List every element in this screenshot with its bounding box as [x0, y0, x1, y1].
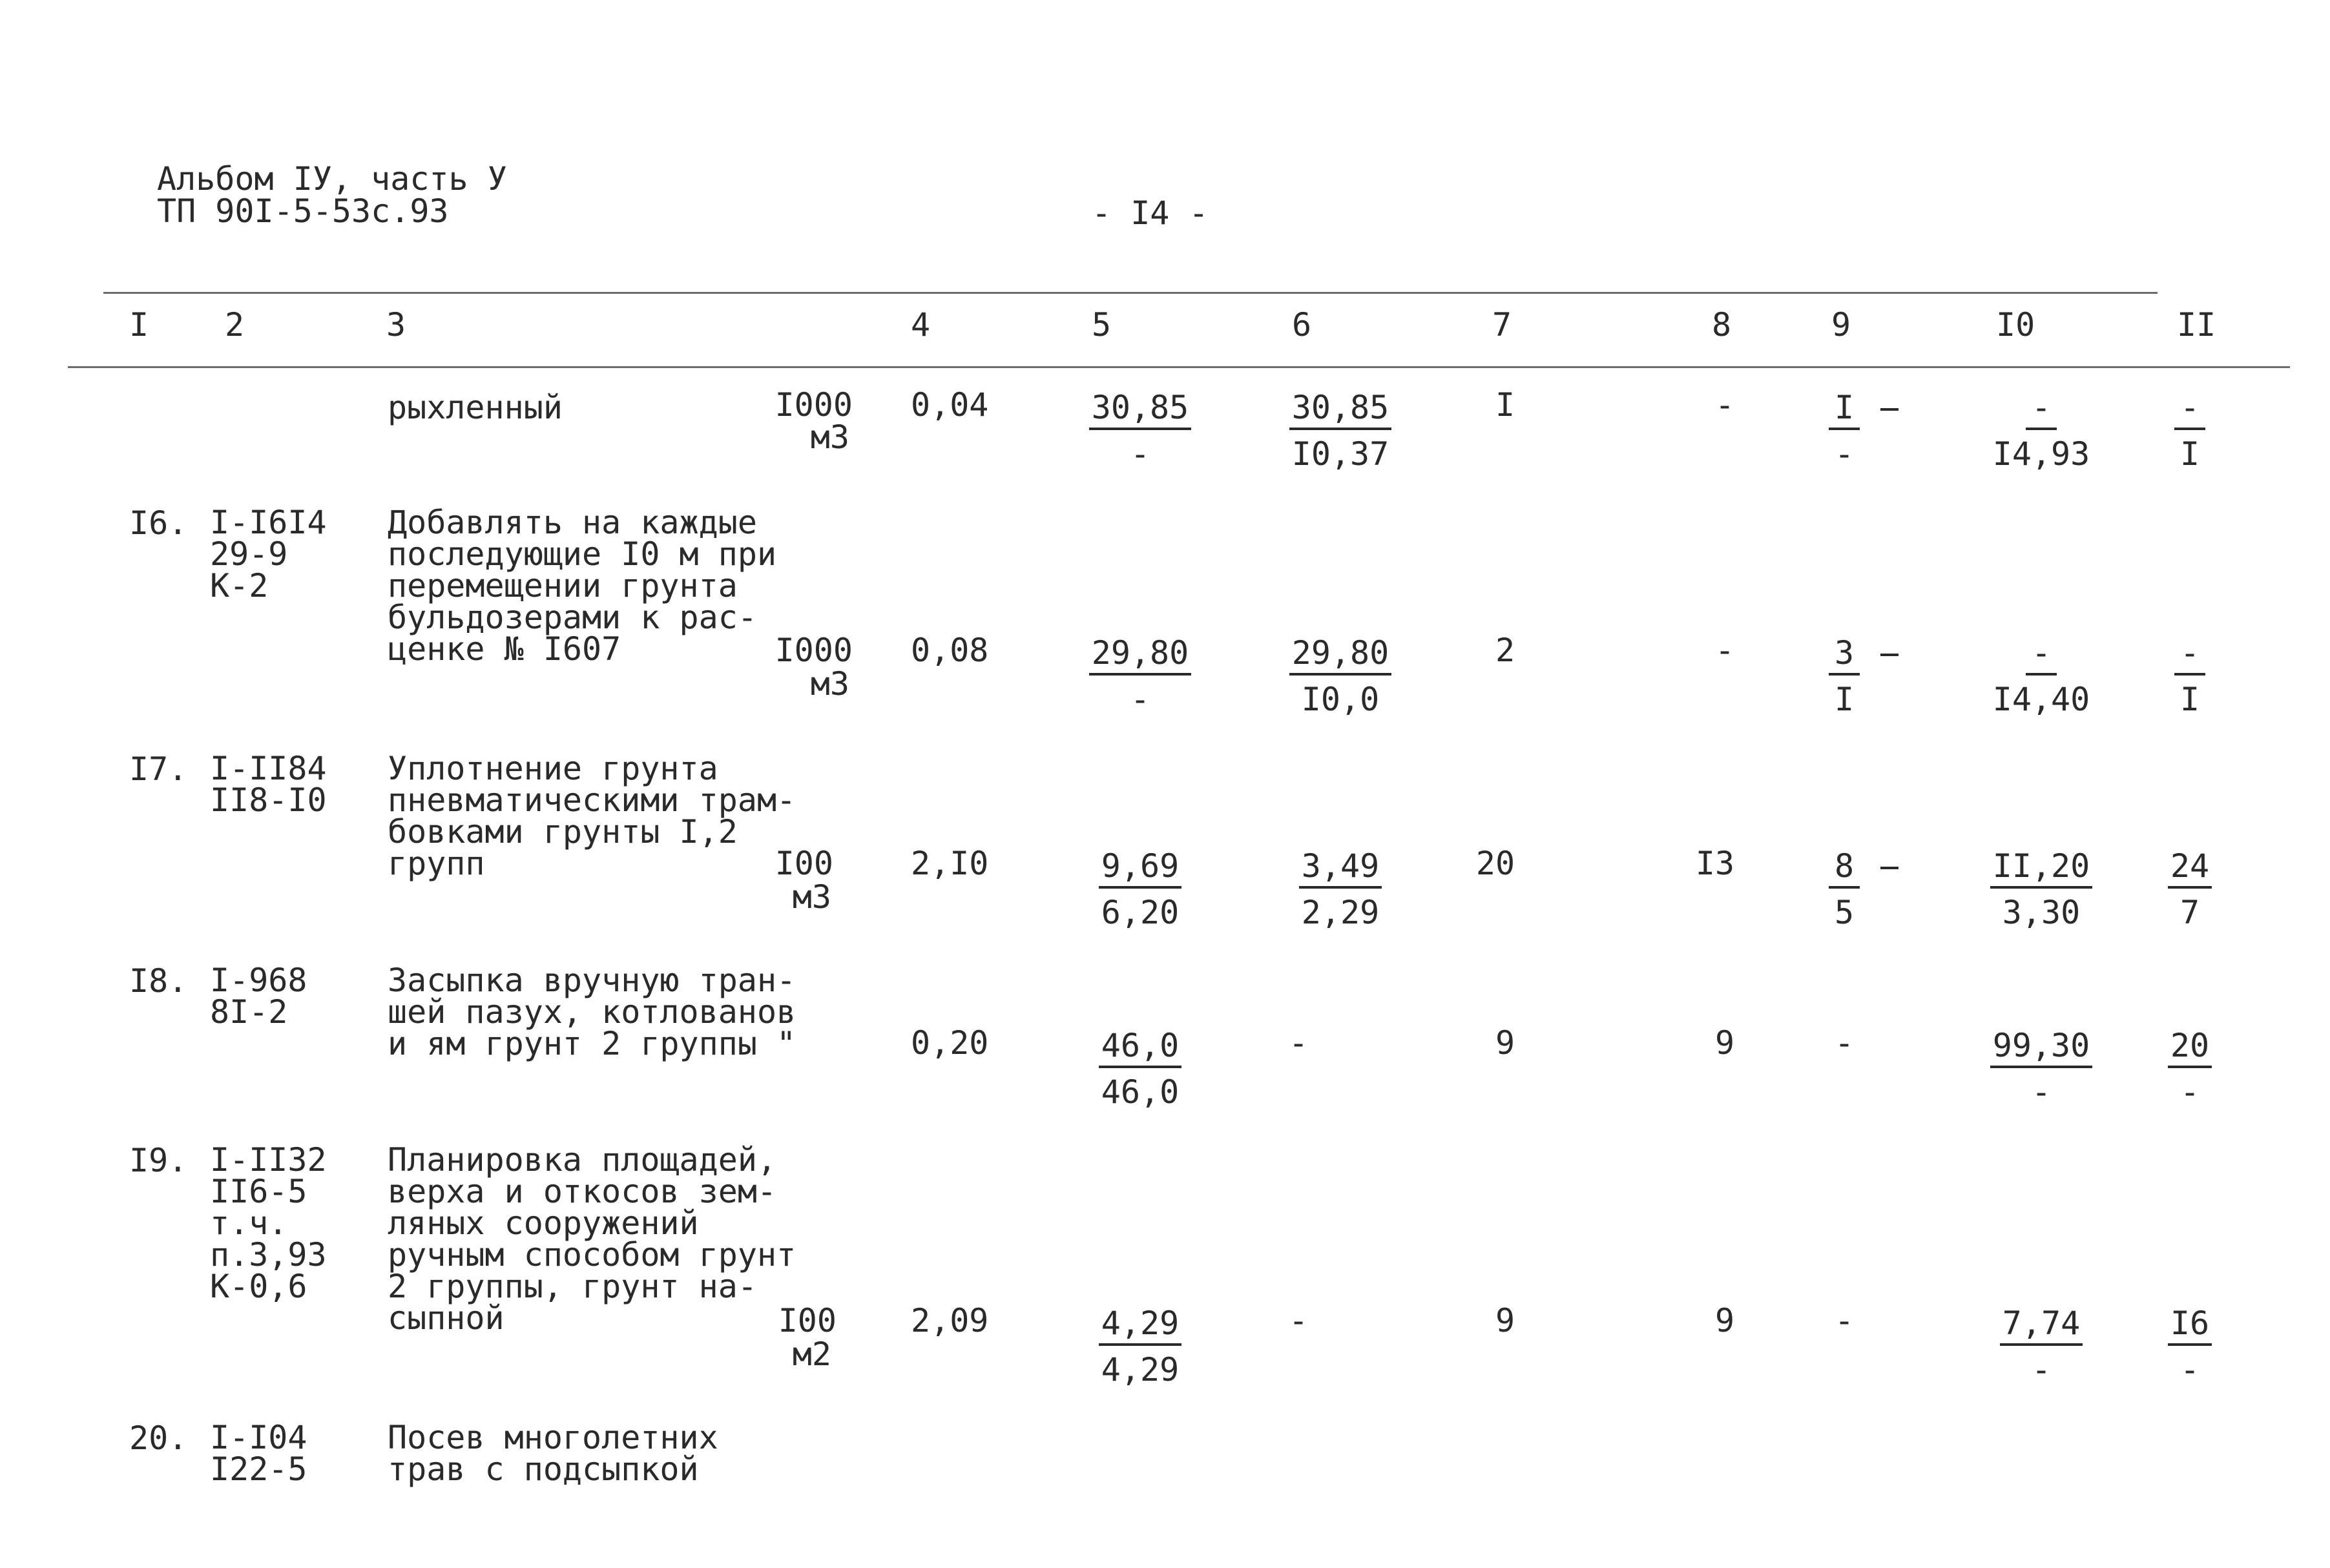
col6-value: -: [1288, 1302, 1309, 1339]
col6-fraction: [1276, 847, 1405, 929]
col6-value: -: [1288, 1024, 1309, 1062]
fraction-denominator: I0,0: [1301, 681, 1380, 718]
col5-fraction: [1076, 389, 1205, 473]
page-number: - I4 -: [1092, 194, 1209, 232]
col7-value: 9: [1495, 1302, 1515, 1339]
fraction-denominator: I: [1834, 681, 1855, 718]
fraction-numerator: I6: [2168, 1307, 2212, 1346]
row-quantity: 2,I0: [911, 845, 989, 882]
fraction-numerator: 20: [2168, 1029, 2212, 1068]
row-quantity: 2,09: [911, 1302, 989, 1339]
row-unit-amount: I000: [775, 386, 853, 424]
row-quantity: 0,20: [911, 1024, 989, 1062]
fraction-numerator: 3,49: [1299, 850, 1382, 889]
fraction-numerator: 9,69: [1099, 850, 1181, 889]
col11-fraction: [2154, 847, 2225, 929]
fraction-numerator: 3: [1829, 637, 1860, 676]
fraction-numerator: -: [2026, 391, 2057, 430]
col5-fraction: [1076, 847, 1205, 929]
row-code: I-I04 I22-5: [210, 1419, 307, 1488]
row-code: I-II84 II8-I0: [210, 750, 327, 819]
column-header: 8: [1712, 306, 1732, 344]
row-number: 20.: [129, 1419, 188, 1457]
col5-fraction: [1076, 1305, 1205, 1386]
fraction-denominator: -: [2031, 1351, 2052, 1388]
column-header: 5: [1092, 306, 1112, 344]
fraction-denominator: I: [2179, 681, 2200, 718]
column-header: 6: [1292, 306, 1312, 344]
row-description: рыхленный: [388, 389, 563, 426]
fraction-denominator: 4,29: [1101, 1351, 1180, 1388]
column-header: I0: [1996, 306, 2035, 344]
fraction-numerator: I: [1829, 391, 1860, 430]
column-header: 3: [386, 306, 406, 344]
column-header: 7: [1492, 306, 1512, 344]
fraction-numerator: 99,30: [1990, 1029, 2093, 1068]
row-number: I6.: [129, 504, 188, 542]
fraction-denominator: I: [2179, 435, 2200, 473]
col8-value: I3: [1695, 845, 1735, 882]
col6-fraction: [1276, 389, 1405, 473]
row-unit-measure: м3: [810, 665, 849, 703]
row-number: I7.: [129, 750, 188, 788]
fraction-numerator: -: [2174, 391, 2205, 430]
row-unit-amount: I000: [775, 632, 853, 669]
col10-fraction: [1977, 1027, 2106, 1111]
fraction-denominator: 6,20: [1101, 894, 1180, 931]
col8-value: -: [1714, 632, 1735, 669]
top-rule: [103, 292, 2158, 294]
row-unit-amount: I00: [778, 1302, 837, 1339]
fraction-numerator: 7,74: [2000, 1307, 2083, 1346]
row-unit-measure: м3: [810, 418, 849, 456]
col7-value: 2: [1495, 632, 1515, 669]
col7-value: I: [1495, 386, 1515, 424]
column-header: 2: [225, 306, 245, 344]
col9-value: -: [1834, 1302, 1855, 1339]
row-quantity: 0,04: [911, 386, 989, 424]
header-rule: [68, 366, 2290, 368]
col11-fraction: [2154, 389, 2225, 473]
fraction-numerator: 30,85: [1089, 391, 1192, 430]
col11-fraction: [2154, 634, 2225, 716]
fraction-denominator: I4,93: [1992, 435, 2090, 473]
col10-fraction: [1977, 389, 2106, 473]
col9-value: -: [1834, 1024, 1855, 1062]
project-code: ТП 90I-5-53с.93: [157, 192, 449, 230]
fraction-numerator: 8: [1829, 850, 1860, 889]
fraction-numerator: 29,80: [1289, 637, 1392, 676]
col10-fraction: [1977, 1305, 2106, 1386]
row-unit-measure: м3: [792, 878, 831, 916]
col11-fraction: [2154, 1305, 2225, 1386]
row-description: Засыпка вручную тран- шей пазух, котлованов и ям грунт 2 группы ": [388, 962, 796, 1062]
row-description: Уплотнение грунта пневматическими трам- бовками грунты I,2 групп: [388, 750, 796, 882]
row-description: Планировка площадей, верха и откосов зем- ляных сооружений ручным способом грунт 2 группы, грунт на- сыпной: [388, 1141, 796, 1337]
row-number: I8.: [129, 962, 188, 1000]
col8-value: 9: [1714, 1024, 1735, 1062]
col10-fraction: [1977, 634, 2106, 716]
row-unit-amount: I00: [775, 845, 833, 882]
row-description: Посев многолетних трав с подсыпкой: [388, 1419, 718, 1488]
fraction-denominator: 7: [2179, 894, 2200, 931]
row-code: I-968 8I-2: [210, 962, 307, 1031]
col11-fraction: [2154, 1027, 2225, 1111]
col7-value: 20: [1475, 845, 1515, 882]
fraction-numerator: 24: [2168, 850, 2212, 889]
fraction-denominator: 2,29: [1301, 894, 1380, 931]
fraction-denominator: -: [2179, 1073, 2200, 1111]
column-header: 4: [911, 306, 931, 344]
col9-fraction: [1812, 634, 1877, 716]
album-label: Альбом IУ, часть У: [157, 160, 507, 198]
fraction-numerator: -: [2174, 637, 2205, 676]
fraction-numerator: 30,85: [1289, 391, 1392, 430]
fraction-numerator: 29,80: [1089, 637, 1192, 676]
col6-fraction: [1276, 634, 1405, 716]
col5-fraction: [1076, 634, 1205, 716]
row-unit-measure: м2: [792, 1336, 831, 1373]
col9-fraction: [1812, 389, 1877, 473]
column-header: 9: [1831, 306, 1851, 344]
fraction-denominator: -: [1130, 681, 1150, 718]
column-header: II: [2177, 306, 2216, 344]
row-quantity: 0,08: [911, 632, 989, 669]
fraction-numerator: 46,0: [1099, 1029, 1181, 1068]
row-code: I-I6I4 29-9 К-2: [210, 504, 327, 604]
fraction-denominator: 5: [1834, 894, 1855, 931]
fraction-denominator: I4,40: [1992, 681, 2090, 718]
fraction-denominator: 46,0: [1101, 1073, 1180, 1111]
fraction-numerator: II,20: [1990, 850, 2093, 889]
fraction-numerator: -: [2026, 637, 2057, 676]
col8-value: -: [1714, 386, 1735, 424]
fraction-denominator: -: [2031, 1073, 2052, 1111]
col7-value: 9: [1495, 1024, 1515, 1062]
col9-fraction: [1812, 847, 1877, 929]
fraction-denominator: -: [1834, 435, 1855, 473]
row-description: Добавлять на каждые последующие I0 м при перемещении грунта бульдозерами к рас- ценке № I607: [388, 504, 777, 668]
fraction-denominator: 3,30: [2002, 894, 2081, 931]
fraction-denominator: -: [1130, 435, 1150, 473]
row-number: I9.: [129, 1142, 188, 1179]
column-header: I: [129, 306, 149, 344]
fraction-denominator: I0,37: [1291, 435, 1389, 473]
col10-fraction: [1977, 847, 2106, 929]
col8-value: 9: [1714, 1302, 1735, 1339]
fraction-denominator: -: [2179, 1351, 2200, 1388]
row-code: I-II32 II6-5 т.ч. п.3,93 К-0,6: [210, 1141, 327, 1305]
fraction-numerator: 4,29: [1099, 1307, 1181, 1346]
col5-fraction: [1076, 1027, 1205, 1111]
